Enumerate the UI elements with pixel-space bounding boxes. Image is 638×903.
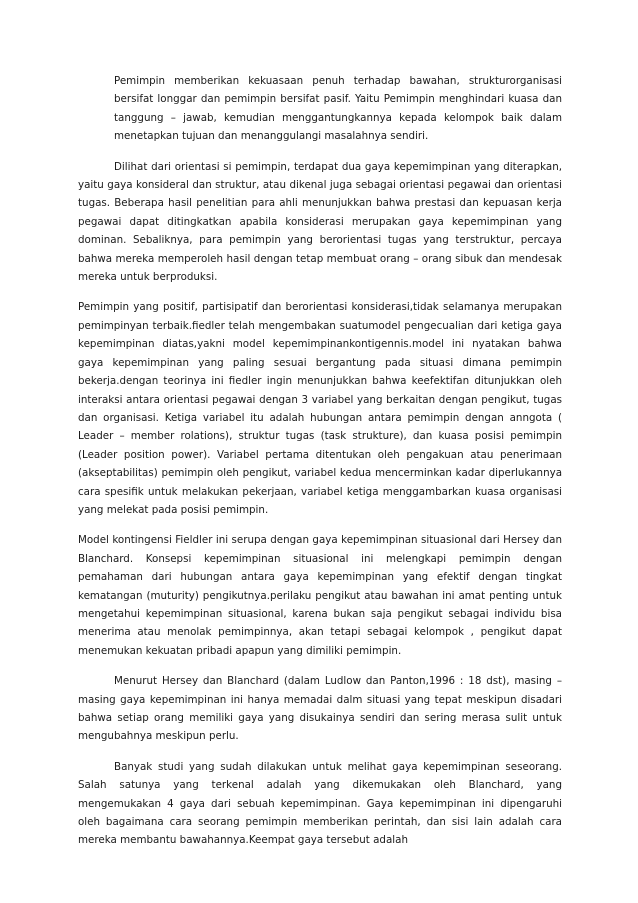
paragraph-3: Pemimpin yang positif, partisipatif dan berorientasi konsiderasi,tidak selamanya merupakan pemimpinyan terbaik.fiedler telah mengembakan suatumodel pengecualian dari ketiga gaya kepemimpinan diatas,yakni model kepemimpinankontigennis.model ini nyatakan bahwa gaya kepemimpinan yang paling sesuai bergantung pada situasi dimana pemimpin bekerja.dengan teorinya ini fiedler ingin menunjukkan bahwa keefektifan ditunjukkan oleh interaksi antara orientasi pegawai dengan 3 variabel yang berkaitan dengan pengikut, tugas dan organisasi. Ketiga variabel itu adalah hubungan antara pemimpin dengan anngota ( Leader – member rolations), struktur tugas (task strukture), dan kuasa posisi pemimpin (Leader position power). Variabel pertama ditentukan oleh pengakuan atau penerimaan (akseptabilitas) pemimpin oleh pengikut, variabel kedua mencerminkan kadar diperlukannya cara spesifik untuk melakukan pekerjaan, variabel ketiga menggambarkan kuasa organisasi yang melekat pada posisi pemimpin.	[78, 301, 562, 516]
paragraph-4: Model kontingensi Fieldler ini serupa dengan gaya kepemimpinan situasional dari Hersey dan Blanchard. Konsepsi kepemimpinan situasional ini melengkapi pemimpin dengan pemahaman dari hubungan antara gaya kepemimpinan yang efektif dengan tingkat kematangan (muturity) pengikutnya.perilaku pengikut atau bawahan ini amat penting untuk mengetahui kepemimpinan situasional, karena bukan saja pengikut sebagai individu bisa menerima atau menolak pemimpinnya, akan tetapi sebagai kelompok , pengikut dapat menemukan kekuatan pribadi apapun yang dimiliki pemimpin.	[78, 534, 562, 657]
paragraph-1: Pemimpin memberikan kekuasaan penuh terhadap bawahan, strukturorganisasi bersifat longgar dan pemimpin bersifat pasif. Yaitu Pemimpin menghindari kuasa dan tanggung – jawab, kemudian menggantungkannya kepada kelompok baik dalam menetapkan tujuan dan menanggulangi masalahnya sendiri.	[114, 75, 562, 143]
paragraph-5: Menurut Hersey dan Blanchard (dalam Ludlow dan Panton,1996 : 18 dst), masing – masing gaya kepemimpinan ini hanya memadai dalm situasi yang tepat meskipun disadari bahwa setiap orang memiliki gaya yang disukainya sendiri dan sering merasa sulit untuk mengubahnya meskipun perlu.	[78, 675, 562, 743]
document-body	[78, 72, 562, 862]
paragraph-6: Banyak studi yang sudah dilakukan untuk melihat gaya kepemimpinan seseorang. Salah satunya yang terkenal adalah yang dikemukakan oleh Blanchard, yang mengemukakan 4 gaya dari sebuah kepemimpinan. Gaya kepemimpinan ini dipengaruhi oleh bagaimana cara seorang pemimpin memberikan perintah, dan sisi lain adalah cara mereka membantu bawahannya.Keempat gaya tersebut adalah	[78, 760, 562, 847]
paragraph-2: Dilihat dari orientasi si pemimpin, terdapat dua gaya kepemimpinan yang diterapkan, yaitu gaya konsideral dan struktur, atau dikenal juga sebagai orientasi pegawai dan orientasi tugas. Beberapa hasil penelitian para ahli menunjukkan bahwa prestasi dan kepuasan kerja pegawai dapat ditingkatkan apabila konsiderasi merupakan gaya kepemimpinan yang dominan. Sebaliknya, para pemimpin yang berorientasi tugas yang terstruktur, percaya bahwa mereka memperoleh hasil dengan tetap membuat orang – orang sibuk dan mendesak mereka untuk berproduksi.	[78, 160, 562, 284]
